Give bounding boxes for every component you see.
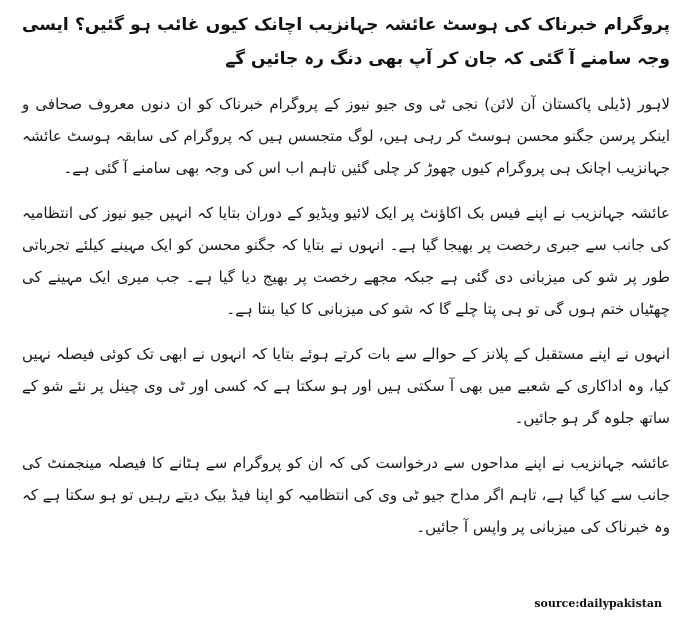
article-paragraph-1: لاہور (ڈیلی پاکستان آن لائن) نجی ٹی وی جیو نیوز کے پروگرام خبرناک کو ان دنوں معروف صحافی و اینکر پرسن جگنو محسن ہوسٹ کر رہی ہیں، لوگ متجسس ہیں کہ پروگرام کی سابقہ ہوسٹ عائشہ جہانزیب اچانک ہی پروگرام کیوں چھوڑ کر چلی گئیں تاہم اب اس کی وجہ بھی سامنے آ گئی ہے۔ — [22, 95, 670, 177]
news-article — [22, 8, 670, 556]
article-paragraph-2: عائشہ جہانزیب نے اپنے فیس بک اکاؤنٹ پر ایک لائیو ویڈیو کے دوران بتایا کہ انہیں جیو نیوز کی انتظامیہ کی جانب سے جبری رخصت پر بھیجا گیا ہے۔ انہوں نے بتایا کہ جگنو محسن کو ایک مہینے کیلئے تجرباتی طور پر شو کی میزبانی دی گئی ہے جبکہ مجھے رخصت پر بھیج دیا گیا ہے۔ جب میری ایک مہینے کی چھٹیاں ختم ہوں گی تو ہی پتا چلے گا کہ شو کی میزبانی کا کیا بنتا ہے۔ — [22, 204, 670, 318]
article-paragraph-3: انہوں نے اپنے مستقبل کے پلانز کے حوالے سے بات کرتے ہوئے بتایا کہ انہوں نے ابھی تک کوئی فیصلہ نہیں کیا، وہ اداکاری کے شعبے میں بھی آ سکتی ہیں اور ہو سکتا ہے کہ کسی اور ٹی وی چینل پر نئے شو کے ساتھ جلوہ گر ہو جائیں۔ — [22, 345, 670, 427]
source-credit: source:dailypakistan — [534, 597, 662, 610]
article-headline: پروگرام خبرناک کی ہوسٹ عائشہ جہانزیب اچانک کیوں غائب ہو گئیں؟ ایسی وجہ سامنے آ گئی کہ جان کر آپ بھی دنگ رہ جائیں گے — [22, 15, 670, 69]
article-paragraph-4: عائشہ جہانزیب نے اپنے مداحوں سے درخواست کی کہ ان کو پروگرام سے ہٹانے کا فیصلہ مینجمنٹ کی جانب سے کیا گیا ہے، تاہم اگر مداح جیو ٹی وی کی انتظامیہ کو اپنا فیڈ بیک دیتے رہیں تو ہو سکتا ہے کہ وہ خبرناک کی میزبانی پر واپس آ جائیں۔ — [22, 454, 670, 536]
